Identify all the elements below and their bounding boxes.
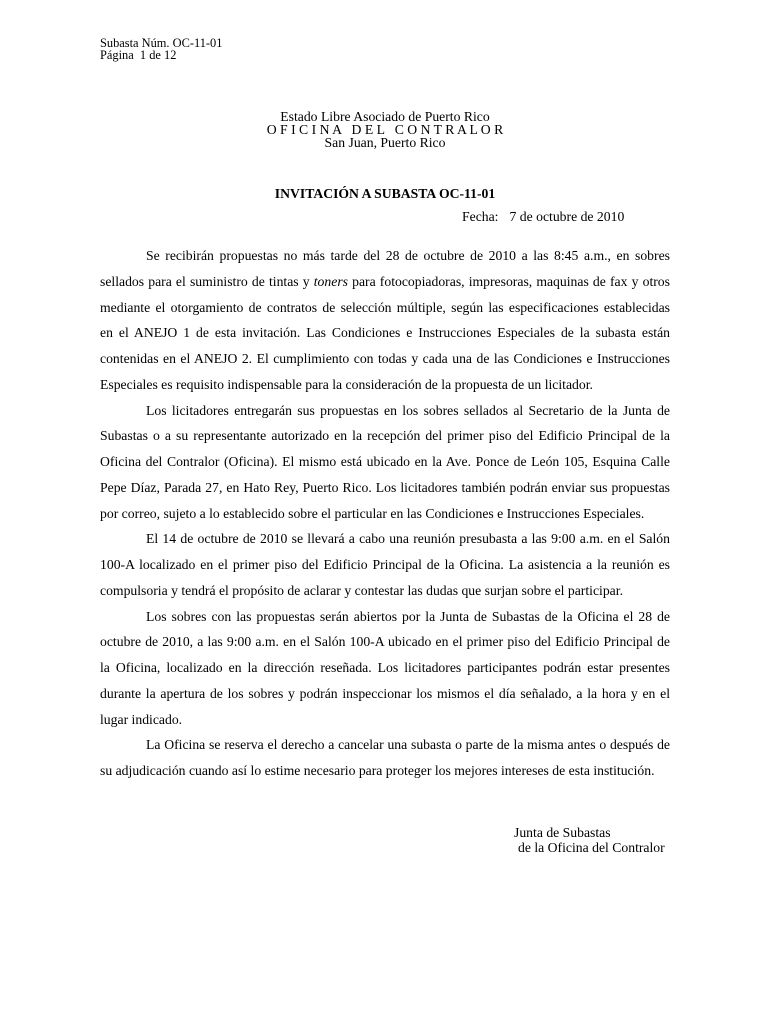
paragraph-1 bbox=[100, 243, 670, 398]
text-line: Se recibirán propuestas no más tarde del 28 de octubre de 2010 a las 8:45 a.m., en sobres bbox=[146, 248, 670, 263]
date-label: Fecha: bbox=[462, 209, 499, 224]
text-line: octubre de 2010, a las 9:00 a.m. en el Salón 100-A ubicado en el primer piso del Edificio Principal de bbox=[100, 634, 670, 650]
paragraph-2 bbox=[100, 398, 670, 527]
document-title: INVITACIÓN A SUBASTA OC-11-01 bbox=[274, 186, 496, 201]
text-line: durante la apertura de los sobres y podrán inspeccionar los mismos el día señalado, a la hora y en el bbox=[100, 685, 670, 701]
paragraph-5 bbox=[100, 732, 670, 784]
text-line: contenidas en el ANEJO 2. El cumplimiento con todas y cada una de las Condiciones e Instrucciones bbox=[100, 351, 670, 366]
text-line: Especiales es requisito indispensable para la consideración de la propuesta de un licitador. bbox=[100, 376, 593, 392]
text-line bbox=[100, 269, 670, 295]
text-segment: para fotocopiadoras, impresoras, maquinas de fax y otros bbox=[347, 273, 670, 289]
text-line: por correo, sujeto a lo establecido sobre el particular en las Condiciones e Instrucciones Especiales. bbox=[100, 505, 645, 521]
signature-line-2: de la Oficina del Contralor bbox=[518, 840, 665, 855]
document-body bbox=[100, 243, 670, 784]
text-line: en el ANEJO 1 de esta invitación. Las Condiciones e Instrucciones Especiales de la subasta están bbox=[100, 325, 670, 341]
text-line: Pepe Díaz, Parada 27, en Hato Rey, Puerto Rico. Los licitadores también podrán enviar sus propuestas bbox=[100, 479, 670, 495]
text-line: Los licitadores entregarán sus propuestas en los sobres sellados al Secretario de la Junta de bbox=[146, 402, 670, 418]
text-line: 100-A localizado en el primer piso del Edificio Principal de la Oficina. La asistencia a la reunión es bbox=[100, 557, 670, 572]
text-line: La Oficina se reserva el derecho a cancelar una subasta o parte de la misma antes o después de bbox=[146, 737, 670, 753]
text-line: Oficina del Contralor (Oficina). El mismo está ubicado en la Ave. Ponce de León 105, Esquina Calle bbox=[100, 454, 670, 469]
text-line: su adjudicación cuando así lo estime necesario para proteger los mejores intereses de esta institución. bbox=[100, 763, 655, 778]
agency-government: Estado Libre Asociado de Puerto Rico bbox=[280, 109, 490, 124]
text-line: Los sobres con las propuestas serán abiertos por la Junta de Subastas de la Oficina el 28 de bbox=[146, 608, 670, 624]
bid-number: Subasta Núm. OC-11-01 bbox=[100, 36, 223, 50]
italic-term: toners bbox=[313, 273, 348, 289]
date-value: 7 de octubre de 2010 bbox=[509, 209, 625, 224]
agency-office: O F I C I N A D E L C O N T R A L O R bbox=[266, 122, 504, 137]
agency-location: San Juan, Puerto Rico bbox=[324, 135, 446, 150]
text-line: mediante el otorgamiento de contratos de selección múltiple, según las especificaciones establecidas bbox=[100, 299, 670, 315]
page-number: Página 1 de 12 bbox=[100, 48, 177, 62]
text-line: Subastas o a su representante autorizado en la recepción del primer piso del Edificio Principal de la bbox=[100, 428, 670, 444]
date-line bbox=[462, 209, 624, 225]
text-line: El 14 de octubre de 2010 se llevará a cabo una reunión presubasta a las 9:00 a.m. en el Salón bbox=[146, 531, 670, 547]
paragraph-4 bbox=[100, 604, 670, 733]
signature-line-1: Junta de Subastas bbox=[514, 825, 611, 840]
page-header bbox=[100, 37, 222, 61]
agency-heading bbox=[0, 110, 770, 149]
signature-block bbox=[514, 825, 665, 855]
paragraph-3 bbox=[100, 526, 670, 603]
text-line: compulsoria y tendrá el propósito de aclarar y contestar las dudas que surjan sobre el participar. bbox=[100, 582, 623, 598]
text-segment: sellados para el suministro de tintas y bbox=[100, 273, 314, 289]
text-line: lugar indicado. bbox=[100, 711, 183, 727]
text-line: la Oficina, localizado en la dirección reseñada. Los licitadores participantes podrán estar presentes bbox=[100, 660, 670, 675]
